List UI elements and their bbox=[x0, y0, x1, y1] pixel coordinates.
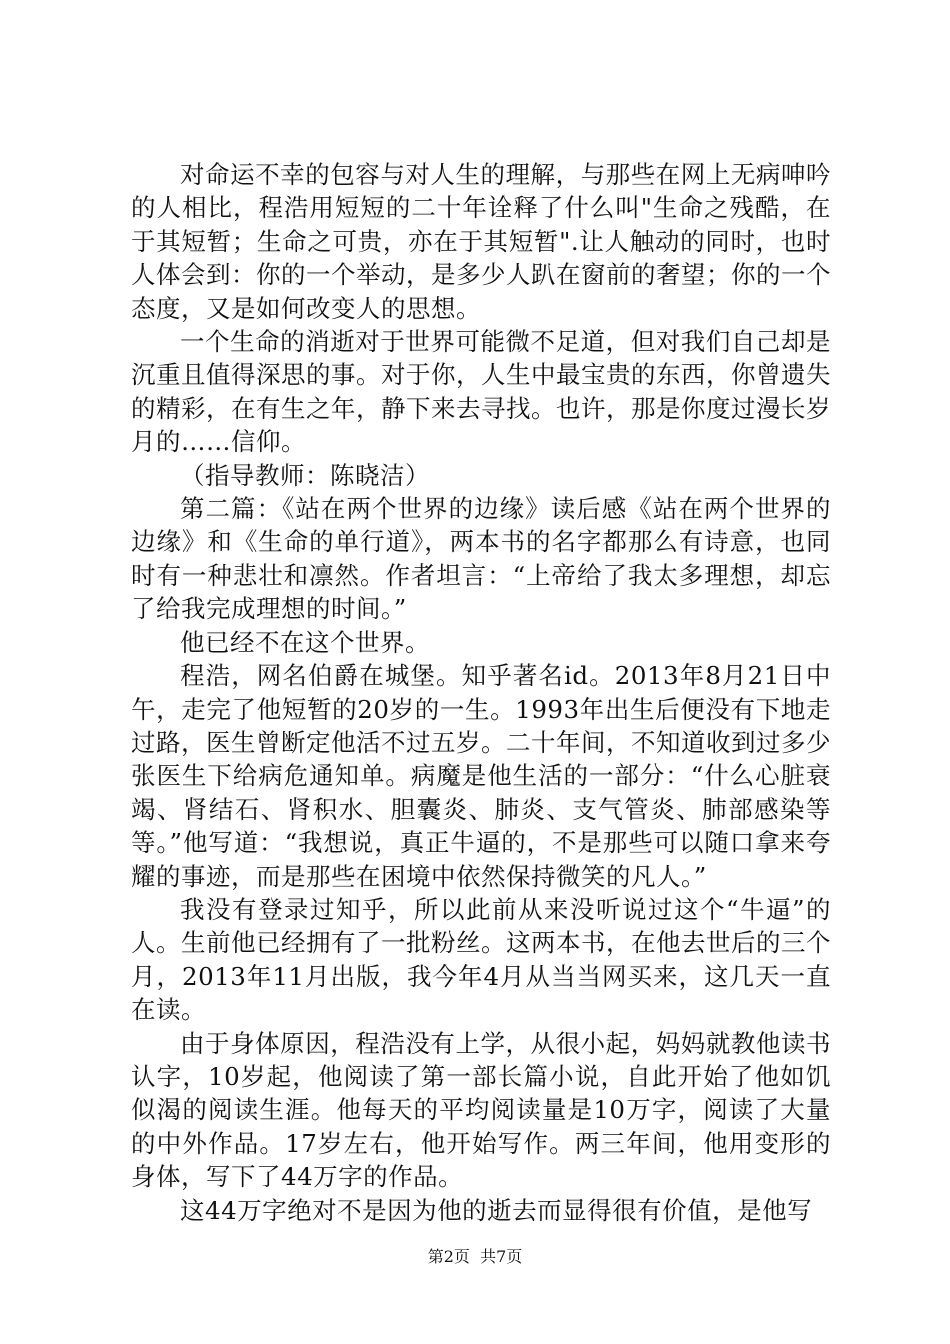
paragraph-2: 一个生命的消逝对于世界可能微不足道，但对我们自己却是沉重且值得深思的事。对于你，人生中最宝贵的东西，你曾遗失的精彩，在有生之年，静下来去寻找。也许，那是你度过漫长岁月的……信仰。 bbox=[131, 327, 831, 457]
paragraph-6: 程浩，网名伯爵在城堡。知乎著名id。2013年8月21日中午，走完了他短暂的20岁的一生。1993年出生后便没有下地走过路，医生曾断定他活不过五岁。二十年间，不知道收到过多少张医生下给病危通知单。病魔是他生活的一部分：“什么心脏衰竭、肾结石、肾积水、胆囊炎、肺炎、支气管炎、肺部感染等等。”他写道：“我想说，真正牛逼的，不是那些可以随口拿来夸耀的事迹，而是那些在困境中依然保持微笑的凡人。” bbox=[131, 661, 831, 891]
paragraph-7: 我没有登录过知乎，所以此前从来没听说过这个“牛逼”的人。生前他已经拥有了一批粉丝。这两本书，在他去世后的三个月，2013年11月出版，我今年4月从当当网买来，这几天一直在读。 bbox=[131, 894, 831, 1025]
paragraph-4: 第二篇：《站在两个世界的边缘》读后感《站在两个世界的边缘》和《生命的单行道》，两本书的名字都那么有诗意，也同时有一种悲壮和凛然。作者坦言：“上帝给了我太多理想，却忘了给我完成理想的时间。” bbox=[131, 494, 831, 624]
paragraph-8: 由于身体原因，程浩没有上学，从很小起，妈妈就教他读书认字，10岁起，他阅读了第一部长篇小说，自此开始了他如饥似渴的阅读生涯。他每天的平均阅读量是10万字，阅读了大量的中外作品。17岁左右，他开始写作。两三年间，他用变形的身体，写下了44万字的作品。 bbox=[131, 1028, 831, 1192]
paragraph-9: 这44万字绝对不是因为他的逝去而显得很有价值，是他写 bbox=[180, 1195, 813, 1225]
paragraph-advisor: （指导教师：陈晓洁） bbox=[180, 460, 430, 490]
paragraph-1: 对命运不幸的包容与对人生的理解，与那些在网上无病呻吟的人相比，程浩用短短的二十年诠释了什么叫"生命之残酷，在于其短暂；生命之可贵，亦在于其短暂".让人触动的同时，也时人体会到：你的一个举动，是多少人趴在窗前的奢望；你的一个态度，又是如何改变人的思想。 bbox=[131, 160, 831, 323]
page-number-footer: 第2页 共7页 bbox=[427, 1247, 523, 1266]
document-body bbox=[131, 158, 831, 1227]
paragraph-5: 他已经不在这个世界。 bbox=[180, 627, 430, 657]
